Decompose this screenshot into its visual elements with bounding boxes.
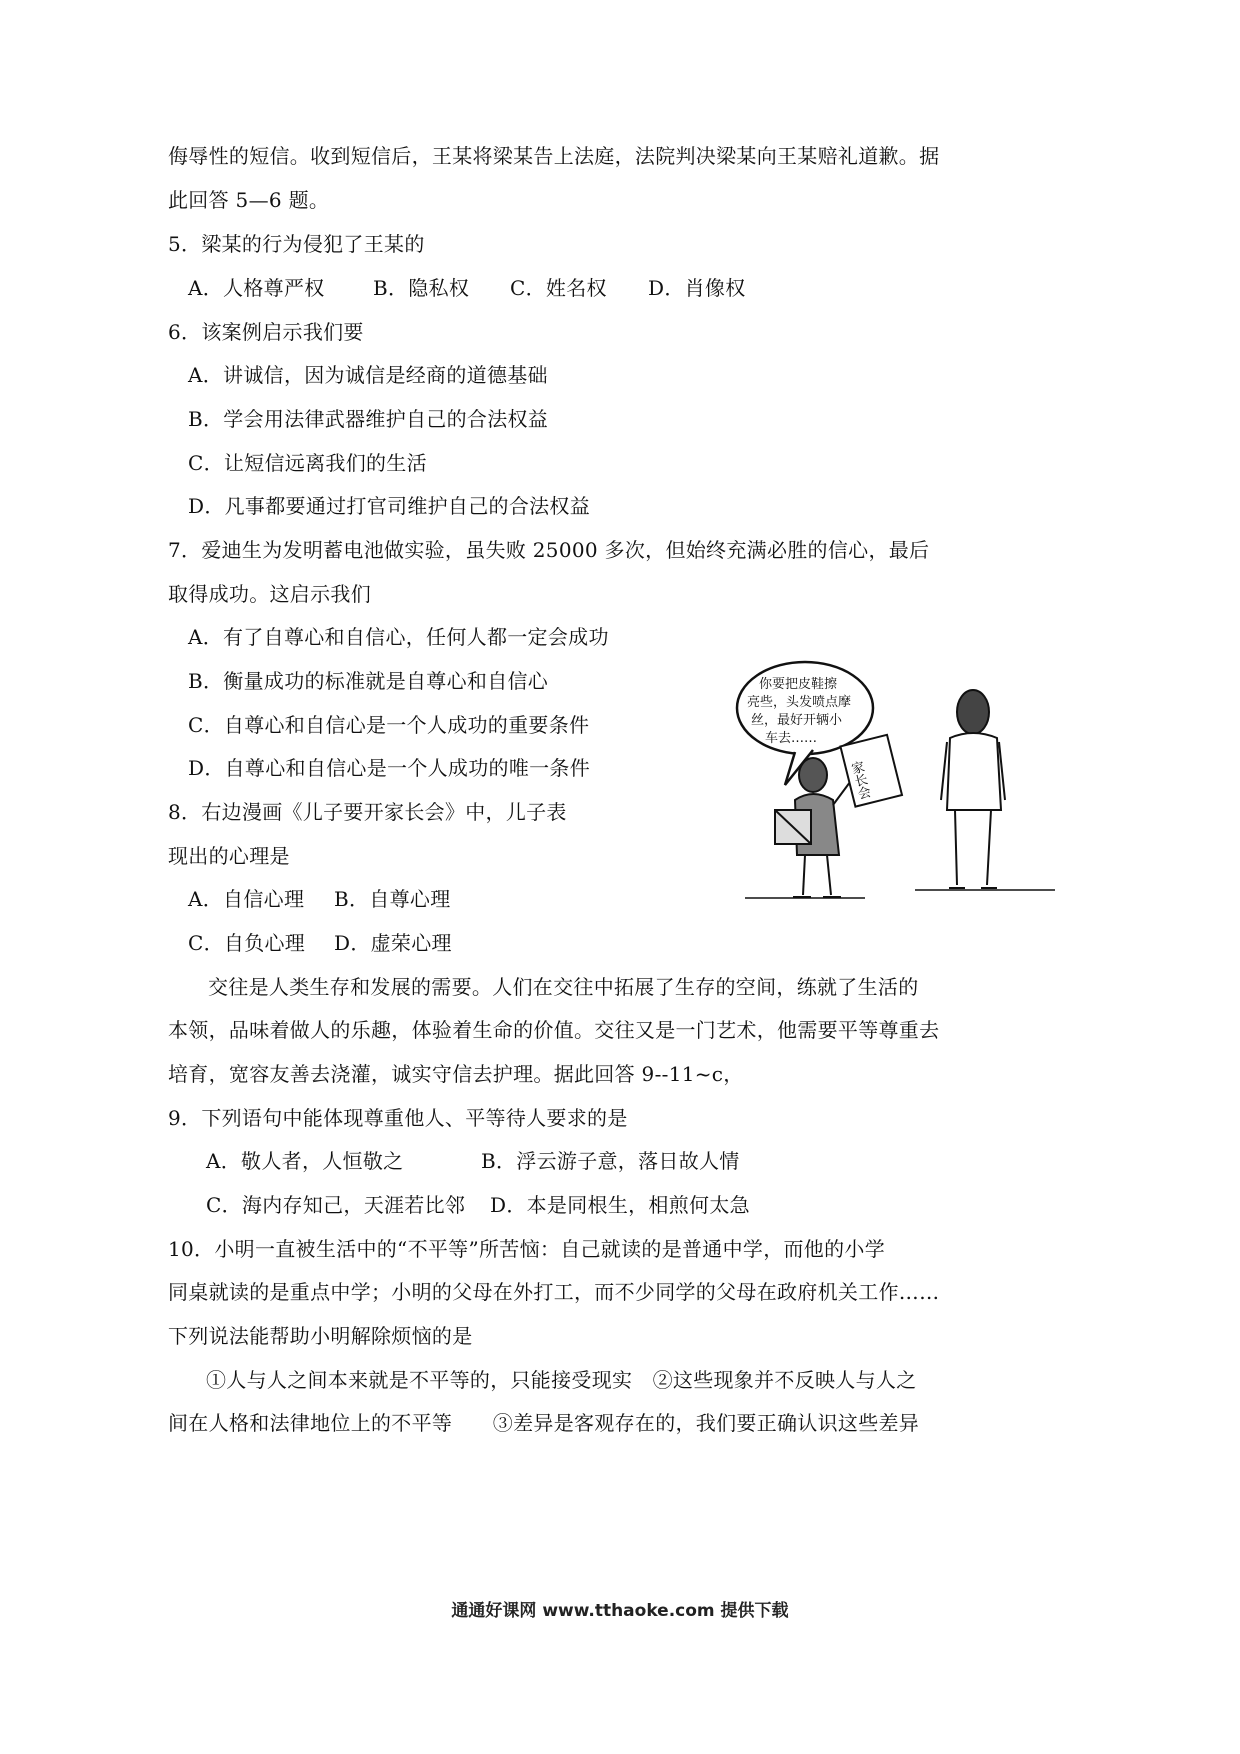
q8-option-c: C．自负心理 xyxy=(188,931,306,955)
q9-option-d: D．本是同根生，相煎何太急 xyxy=(490,1193,750,1217)
q5-option-a: A．人格尊严权 xyxy=(188,276,325,300)
q6-option-b: B．学会用法律武器维护自己的合法权益 xyxy=(188,407,549,431)
q10-items-line-1: ①人与人之间本来就是不平等的，只能接受现实 ②这些现象并不反映人与人之 xyxy=(206,1368,917,1392)
q8-option-b: B．自尊心理 xyxy=(334,887,451,911)
question-10-stem-line-3: 下列说法能帮助小明解除烦恼的是 xyxy=(168,1324,473,1348)
question-10-stem-line-2: 同桌就读的是重点中学；小明的父母在外打工，而不少同学的父母在政府机关工作…… xyxy=(168,1280,940,1304)
q5-option-c: C．姓名权 xyxy=(510,276,607,300)
bubble-text-1: 你要把皮鞋擦 xyxy=(759,677,838,692)
q6-option-d: D．凡事都要通过打官司维护自己的合法权益 xyxy=(188,494,591,518)
q8-option-d: D．虚荣心理 xyxy=(334,931,452,955)
q7-option-d: D．自尊心和自信心是一个人成功的唯一条件 xyxy=(188,756,591,780)
q8-option-a: A．自信心理 xyxy=(188,887,305,911)
q6-option-a: A．讲诚信，因为诚信是经商的道德基础 xyxy=(188,363,548,387)
bubble-text-3: 丝，最好开辆小 xyxy=(751,713,843,728)
question-5-stem: 5．梁某的行为侵犯了王某的 xyxy=(168,232,425,256)
question-8-stem-line-2: 现出的心理是 xyxy=(168,844,290,868)
q9-option-a: A．敬人者，人恒敬之 xyxy=(206,1149,404,1173)
passage-line-2: 本领，品味着做人的乐趣，体验着生命的价值。交往又是一门艺术，他需要平等尊重去 xyxy=(168,1018,940,1042)
intro-line-2: 此回答 5—6 题。 xyxy=(168,188,330,212)
q5-option-d: D．肖像权 xyxy=(648,276,746,300)
bubble-text-4: 车去…… xyxy=(765,731,818,746)
q10-items-line-2: 间在人格和法律地位上的不平等 ③差异是客观存在的，我们要正确认识这些差异 xyxy=(168,1411,920,1435)
cartoon-son-parent-meeting xyxy=(735,660,1065,910)
question-7-stem-line-2: 取得成功。这启示我们 xyxy=(168,582,371,606)
page-footer: 通通好课网 www.tthaoke.com 提供下载 xyxy=(451,1601,789,1621)
bubble-text-2: 亮些，头发喷点摩 xyxy=(747,695,852,710)
cartoon-drawing xyxy=(735,660,1065,910)
question-8-stem-line-1: 8．右边漫画《儿子要开家长会》中，儿子表 xyxy=(168,800,567,824)
passage-line-1: 交往是人类生存和发展的需要。人们在交往中拓展了生存的空间，练就了生活的 xyxy=(208,975,919,999)
q7-option-b: B．衡量成功的标准就是自尊心和自信心 xyxy=(188,669,549,693)
q9-option-b: B．浮云游子意，落日故人情 xyxy=(481,1149,740,1173)
question-10-stem-line-1: 10．小明一直被生活中的“不平等”所苦恼：自己就读的是普通中学，而他的小学 xyxy=(168,1237,885,1261)
intro-line-1: 侮辱性的短信。收到短信后，王某将梁某告上法庭，法院判决梁某向王某赔礼道歉。据 xyxy=(168,144,940,168)
question-7-stem-line-1: 7．爱迪生为发明蓄电池做实验，虽失败 25000 多次，但始终充满必胜的信心，最后 xyxy=(168,538,930,562)
sign-text: 家长会 xyxy=(847,759,872,802)
q7-option-a: A．有了自尊心和自信心，任何人都一定会成功 xyxy=(188,625,609,649)
question-9-stem: 9．下列语句中能体现尊重他人、平等待人要求的是 xyxy=(168,1106,628,1130)
passage-line-3: 培育，宽容友善去浇灌，诚实守信去护理。据此回答 9--11~c， xyxy=(168,1062,744,1086)
q5-option-b: B．隐私权 xyxy=(373,276,470,300)
question-6-stem: 6．该案例启示我们要 xyxy=(168,320,364,344)
q7-option-c: C．自尊心和自信心是一个人成功的重要条件 xyxy=(188,713,590,737)
q9-option-c: C．海内存知己，天涯若比邻 xyxy=(206,1193,466,1217)
q6-option-c: C．让短信远离我们的生活 xyxy=(188,451,427,475)
